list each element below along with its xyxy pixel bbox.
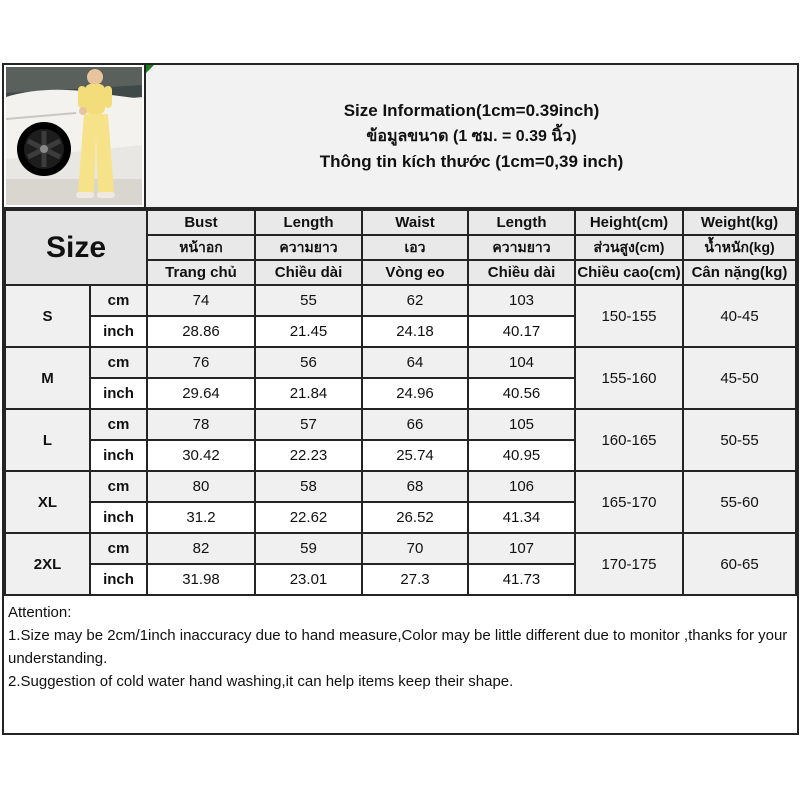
waist-inch: 26.52 bbox=[362, 502, 468, 533]
waist-inch: 24.18 bbox=[362, 316, 468, 347]
height-range: 165-170 bbox=[575, 471, 683, 533]
weight-range: 40-45 bbox=[683, 285, 796, 347]
product-photo bbox=[4, 65, 146, 207]
length1-cm: 56 bbox=[255, 347, 362, 378]
header-row-en bbox=[5, 210, 796, 235]
unit-cm-label: cm bbox=[90, 409, 147, 440]
size-label: 2XL bbox=[5, 533, 90, 595]
length2-cm: 104 bbox=[468, 347, 575, 378]
size-label: M bbox=[5, 347, 90, 409]
weight-range: 60-65 bbox=[683, 533, 796, 595]
attention-line-2: 2.Suggestion of cold water hand washing,it can help items keep their shape. bbox=[8, 673, 514, 690]
size-header-cell: Size bbox=[5, 210, 147, 285]
col-header-length1-vi: Chiều dài bbox=[255, 260, 362, 285]
unit-inch-label: inch bbox=[90, 378, 147, 409]
length2-cm: 106 bbox=[468, 471, 575, 502]
bust-inch: 30.42 bbox=[147, 440, 255, 471]
height-range: 150-155 bbox=[575, 285, 683, 347]
table-row-cm bbox=[5, 533, 796, 564]
size-info-title-block bbox=[146, 65, 797, 207]
bust-inch: 29.64 bbox=[147, 378, 255, 409]
col-header-bust-th: หน้าอก bbox=[147, 235, 255, 260]
size-chart-sheet bbox=[2, 63, 799, 735]
col-header-height-vi: Chiều cao(cm) bbox=[575, 260, 683, 285]
product-photo-illustration bbox=[6, 67, 142, 205]
unit-cm-label: cm bbox=[90, 347, 147, 378]
bust-cm: 74 bbox=[147, 285, 255, 316]
table-row-cm bbox=[5, 285, 796, 316]
length1-inch: 22.23 bbox=[255, 440, 362, 471]
bust-cm: 78 bbox=[147, 409, 255, 440]
bust-inch: 28.86 bbox=[147, 316, 255, 347]
length1-inch: 22.62 bbox=[255, 502, 362, 533]
col-header-height-en: Height(cm) bbox=[575, 210, 683, 235]
bust-cm: 82 bbox=[147, 533, 255, 564]
waist-inch: 27.3 bbox=[362, 564, 468, 595]
table-row-cm bbox=[5, 471, 796, 502]
height-range: 155-160 bbox=[575, 347, 683, 409]
waist-cm: 70 bbox=[362, 533, 468, 564]
size-table bbox=[4, 209, 797, 596]
size-label: XL bbox=[5, 471, 90, 533]
unit-cm-label: cm bbox=[90, 471, 147, 502]
cell-corner-flag-icon bbox=[146, 65, 154, 73]
col-header-length2-th: ความยาว bbox=[468, 235, 575, 260]
length2-cm: 105 bbox=[468, 409, 575, 440]
waist-cm: 68 bbox=[362, 471, 468, 502]
waist-inch: 24.96 bbox=[362, 378, 468, 409]
length2-inch: 41.73 bbox=[468, 564, 575, 595]
title-en: Size Information(1cm=0.39inch) bbox=[343, 100, 600, 120]
waist-cm: 66 bbox=[362, 409, 468, 440]
unit-inch-label: inch bbox=[90, 502, 147, 533]
length2-cm: 107 bbox=[468, 533, 575, 564]
length1-cm: 57 bbox=[255, 409, 362, 440]
size-label: L bbox=[5, 409, 90, 471]
attention-line-1: 1.Size may be 2cm/1inch inaccuracy due to hand measure,Color may be little different due to monitor ,thanks for your understanding. bbox=[8, 627, 788, 667]
col-header-bust-en: Bust bbox=[147, 210, 255, 235]
length1-cm: 55 bbox=[255, 285, 362, 316]
col-header-bust-vi: Trang chủ bbox=[147, 260, 255, 285]
bust-cm: 76 bbox=[147, 347, 255, 378]
waist-cm: 62 bbox=[362, 285, 468, 316]
title-th: ข้อมูลขนาด (1 ซม. = 0.39 นิ้ว) bbox=[366, 127, 577, 145]
unit-cm-label: cm bbox=[90, 285, 147, 316]
col-header-waist-en: Waist bbox=[362, 210, 468, 235]
col-header-length1-th: ความยาว bbox=[255, 235, 362, 260]
unit-cm-label: cm bbox=[90, 533, 147, 564]
col-header-waist-th: เอว bbox=[362, 235, 468, 260]
waist-cm: 64 bbox=[362, 347, 468, 378]
weight-range: 50-55 bbox=[683, 409, 796, 471]
length1-inch: 23.01 bbox=[255, 564, 362, 595]
bust-inch: 31.2 bbox=[147, 502, 255, 533]
weight-range: 45-50 bbox=[683, 347, 796, 409]
attention-notes bbox=[4, 596, 797, 733]
unit-inch-label: inch bbox=[90, 440, 147, 471]
unit-inch-label: inch bbox=[90, 316, 147, 347]
length1-inch: 21.84 bbox=[255, 378, 362, 409]
col-header-length1-en: Length bbox=[255, 210, 362, 235]
col-header-waist-vi: Vòng eo bbox=[362, 260, 468, 285]
top-band bbox=[4, 65, 797, 209]
length2-inch: 41.34 bbox=[468, 502, 575, 533]
col-header-weight-vi: Cân nặng(kg) bbox=[683, 260, 796, 285]
col-header-length2-en: Length bbox=[468, 210, 575, 235]
height-range: 160-165 bbox=[575, 409, 683, 471]
table-row-cm bbox=[5, 347, 796, 378]
col-header-height-th: ส่วนสูง(cm) bbox=[575, 235, 683, 260]
length2-inch: 40.95 bbox=[468, 440, 575, 471]
height-range: 170-175 bbox=[575, 533, 683, 595]
waist-inch: 25.74 bbox=[362, 440, 468, 471]
col-header-weight-en: Weight(kg) bbox=[683, 210, 796, 235]
length2-inch: 40.17 bbox=[468, 316, 575, 347]
length2-cm: 103 bbox=[468, 285, 575, 316]
length2-inch: 40.56 bbox=[468, 378, 575, 409]
unit-inch-label: inch bbox=[90, 564, 147, 595]
col-header-weight-th: น้ำหนัก(kg) bbox=[683, 235, 796, 260]
col-header-length2-vi: Chiều dài bbox=[468, 260, 575, 285]
bust-inch: 31.98 bbox=[147, 564, 255, 595]
length1-inch: 21.45 bbox=[255, 316, 362, 347]
attention-heading: Attention: bbox=[8, 604, 72, 621]
bust-cm: 80 bbox=[147, 471, 255, 502]
table-row-cm bbox=[5, 409, 796, 440]
title-vi: Thông tin kích thước (1cm=0,39 inch) bbox=[319, 151, 624, 171]
length1-cm: 58 bbox=[255, 471, 362, 502]
weight-range: 55-60 bbox=[683, 471, 796, 533]
size-label: S bbox=[5, 285, 90, 347]
length1-cm: 59 bbox=[255, 533, 362, 564]
